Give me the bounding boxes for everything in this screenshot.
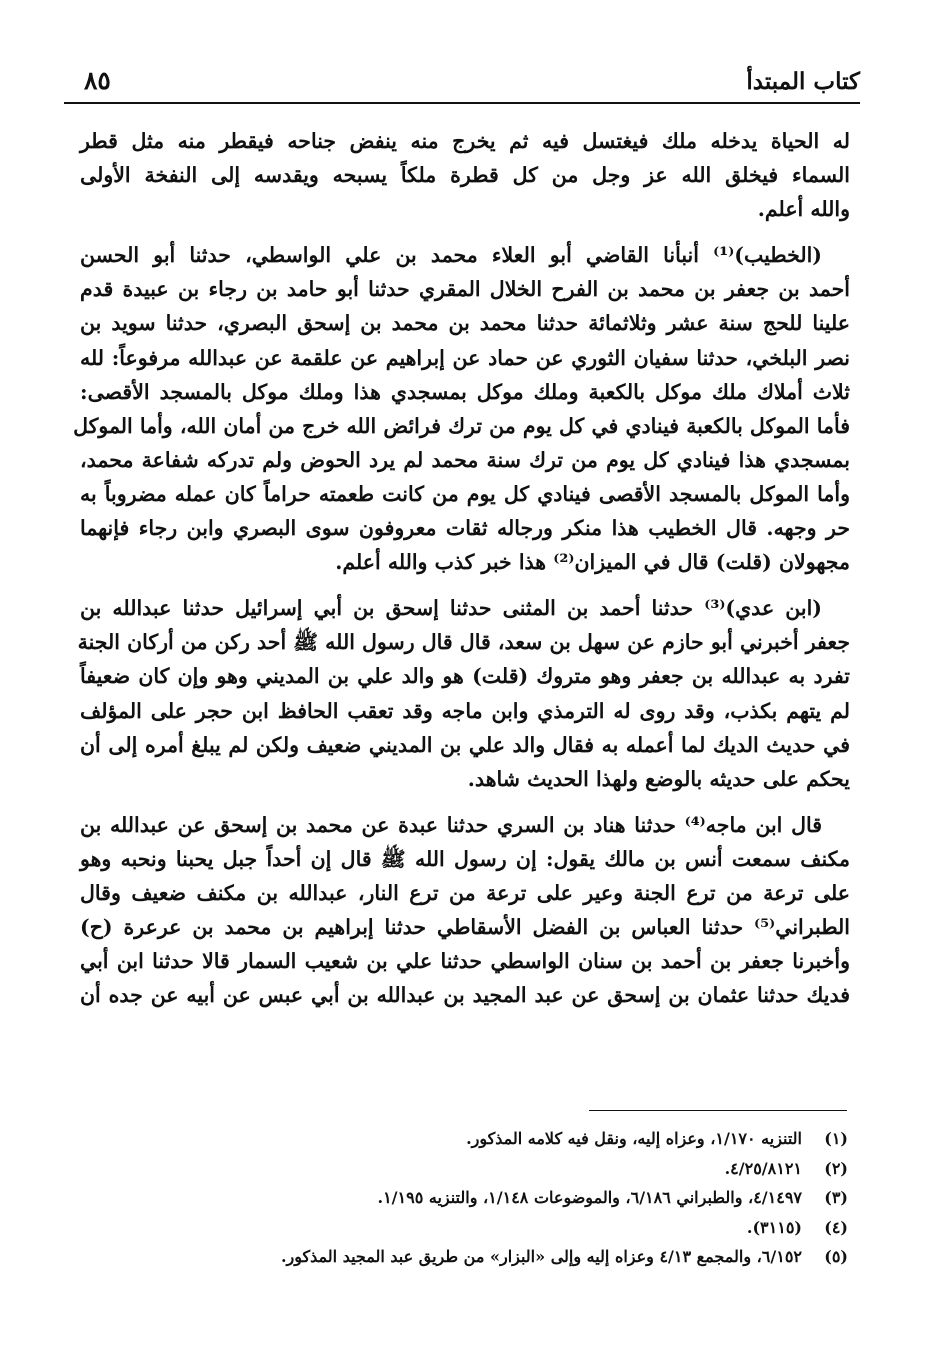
text-line: مجهولان (قلت) قال في الميزان⁽²⁾ هذا خبر كذب والله أعلم. <box>335 550 850 575</box>
footnote-3 <box>80 1183 848 1213</box>
footnote-number: (٢) <box>824 1158 848 1178</box>
text-line: بمسجدي هذا فينادي كل يوم من ترك سنة محمد لم يرد الحوض ولم تدركه شفاعة محمد، <box>80 447 850 472</box>
text-line: تفرد به عبدالله بن جعفر وهو متروك (قلت) هو والد علي بن المديني وهو وإن كان ضعيفاً <box>80 664 850 689</box>
footnote-4 <box>80 1213 848 1243</box>
running-header <box>64 66 860 100</box>
footnote-text: ٤/١٤٩٧، والطبراني ٦/١٨٦، والموضوعات ١/١٤٨، والتنزيه ١/١٩٥. <box>377 1188 802 1208</box>
footnote-1 <box>80 1124 848 1154</box>
header-rule <box>64 102 860 104</box>
footnote-text: التنزيه ١/١٧٠، وعزاه إليه، ونقل فيه كلامه المذكور. <box>466 1129 802 1148</box>
footnotes <box>80 1124 848 1272</box>
text-line: فديك حدثنا عثمان بن إسحق عن عبد المجيد بن عبدالله بن أبي عبس عن أبيه عن جده أن <box>80 983 850 1008</box>
header-title: كتاب المبتدأ <box>746 68 860 95</box>
paragraph-1 <box>80 124 850 226</box>
main-text <box>73 124 850 1012</box>
text-line: (ابن عدي)⁽³⁾ حدثنا أحمد بن المثنى حدثنا إسحق بن أبي إسرائيل حدثنا عبدالله بن <box>80 596 822 621</box>
text-line: ثلاث أملاك ملك موكل بالكعبة وملك موكل بمسجدي هذا وملك موكل بالمسجد الأقصى: <box>80 379 850 404</box>
text-line: السماء فيخلق الله عز وجل من كل قطرة ملكاً يسبحه ويقدسه إلى النفخة الأولى <box>80 163 850 188</box>
text-line: (الخطيب)⁽¹⁾ أنبأنا القاضي أبو العلاء محمد بن علي الواسطي، حدثنا أبو الحسن <box>80 243 822 268</box>
page-number: ٨٥ <box>84 66 111 95</box>
footnote-rule <box>589 1110 847 1111</box>
footnote-text: (٣١١٥). <box>746 1217 802 1237</box>
text-line: الطبراني⁽⁵⁾ حدثنا العباس بن الفضل الأسقاطي حدثنا إبراهيم بن محمد بن عرعرة (ح) <box>80 915 850 940</box>
footnote-number: (١) <box>824 1129 848 1148</box>
paragraph-2 <box>73 238 850 579</box>
text-line: له الحياة يدخله ملك فيغتسل فيه ثم يخرج منه ينفض جناحه فيقطر منه مثل قطر <box>80 129 850 153</box>
text-line: وأما الموكل بالمسجد الأقصى فينادي كل يوم من كانت طعمته حراماً كان عمله مضروباً به <box>80 481 850 506</box>
footnote-text: ٦/١٥٢، والمجمع ٤/١٣ وعزاه إليه وإلى «البزار» من طريق عبد المجيد المذكور. <box>280 1247 802 1267</box>
text-line: أحمد بن جعفر بن محمد بن الفرح الخلال المقري حدثنا أبو حامد بن رجاء بن عبيدة قدم <box>80 277 850 302</box>
text-line: نصر البلخي، حدثنا سفيان الثوري عن حماد عن إبراهيم عن علقمة عن عبدالله مرفوعاً: لله <box>80 345 850 370</box>
text-line: مكنف سمعت أنس بن مالك يقول: إن رسول الله ﷺ قال إن أحداً جبل يحبنا ونحبه وهو <box>80 846 850 871</box>
paragraph-4 <box>80 808 850 1013</box>
text-line: على ترعة من ترع الجنة وعير على ترعة من ترع النار، عبدالله بن مكنف ضعيف وقال <box>80 880 850 905</box>
text-line: وأخبرنا جعفر بن أحمد بن سنان الواسطي حدثنا علي بن شعيب السمار قالا حدثنا ابن أبي <box>80 949 850 974</box>
text-line: حر وجهه. قال الخطيب هذا منكر ورجاله ثقات معروفون سوى البصري وابن رجاء فإنهما <box>80 516 850 541</box>
footnote-number: (٥) <box>824 1247 848 1267</box>
text-line: لم يتهم بكذب، وقد روى له الترمذي وابن ماجه وقد تعقب الحافظ ابن حجر على المؤلف <box>80 698 850 723</box>
footnote-2 <box>80 1154 848 1184</box>
text-line: في حديث الديك لما أعمله به فقال والد علي بن المديني ضعيف ولكن لم يبلغ أمره إلى أن <box>80 732 850 757</box>
text-line: والله أعلم. <box>757 197 850 222</box>
text-line: فأما الموكل بالكعبة فينادي في كل يوم من ترك فرائض الله خرج من أمان الله، وأما الموكل <box>73 413 850 438</box>
footnote-text: ٤/٢٥/٨١٢١. <box>724 1158 802 1178</box>
text-line: جعفر أخبرني أبو حازم عن سهل بن سعد، قال قال رسول الله ﷺ أحد ركن من أركان الجنة <box>77 630 850 655</box>
text-line: يحكم على حديثه بالوضع ولهذا الحديث شاهد. <box>467 766 850 791</box>
footnote-5 <box>80 1242 848 1272</box>
text-line: علينا للحج سنة عشر وثلاثمائة حدثنا محمد بن محمد بن إسحق البصري، حدثنا سويد بن <box>80 311 850 336</box>
footnote-number: (٣) <box>824 1188 848 1208</box>
text-line: قال ابن ماجه⁽⁴⁾ حدثنا هناد بن السري حدثنا عبدة عن محمد بن إسحق عن عبدالله بن <box>80 812 823 837</box>
paragraph-3 <box>77 591 850 796</box>
footnote-number: (٤) <box>824 1217 848 1237</box>
